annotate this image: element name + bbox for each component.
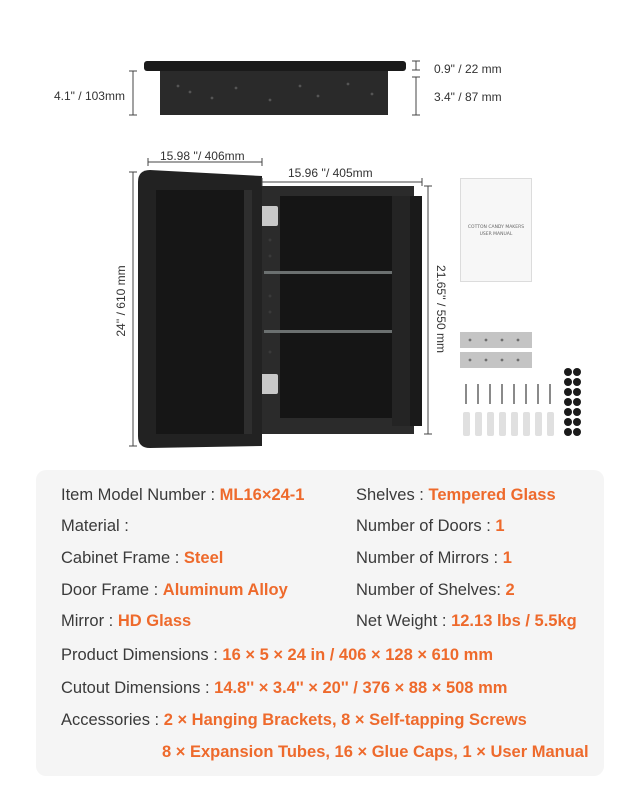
front-view (129, 158, 432, 448)
user-manual-card (460, 178, 532, 282)
spec-product-dim-value: 16 × 5 × 24 in / 406 × 128 × 610 mm (222, 646, 494, 664)
spec-model-label: Item Model Number : (61, 486, 220, 504)
spec-item-accessories (61, 711, 527, 730)
manual-subtitle: USER MANUAL (479, 232, 513, 237)
spec-item-doors (356, 517, 505, 536)
spec-mirror-label: Mirror : (61, 612, 118, 630)
spec-door-frame-value: Aluminum Alloy (162, 581, 288, 599)
spec-mirrors-value: 1 (502, 549, 512, 567)
spec-doors-label: Number of Doors : (356, 517, 496, 535)
spec-item-material (61, 517, 129, 536)
spec-model-value: ML16×24-1 (219, 486, 305, 504)
total-depth-label: 4.1" / 103mm (54, 89, 125, 103)
spec-item-product-dimensions (61, 646, 493, 665)
spec-item-accessories-cont (162, 743, 589, 762)
spec-doors-value: 1 (495, 517, 505, 535)
spec-accessories-label: Accessories : (61, 711, 164, 729)
spec-door-frame-label: Door Frame : (61, 581, 163, 599)
spec-item-weight (356, 612, 577, 631)
spec-cutout-dim-label: Cutout Dimensions : (61, 679, 215, 697)
spec-product-dim-label: Product Dimensions : (61, 646, 223, 664)
cabinet-width-label: 15.96 ''/ 405mm (288, 166, 373, 180)
spec-cabinet-frame-value: Steel (183, 549, 224, 567)
inner-height-label: 21.65'' / 550 mm (434, 265, 448, 353)
spec-shelves-value: Tempered Glass (428, 486, 556, 504)
spec-shelves-label: Shelves : (356, 486, 429, 504)
spec-item-cutout-dimensions (61, 679, 507, 698)
spec-item-mirrors (356, 549, 512, 568)
spec-item-model (61, 486, 304, 505)
spec-mirror-value: HD Glass (117, 612, 192, 630)
spec-num-shelves-label: Number of Shelves: (356, 581, 506, 599)
spec-item-shelves (356, 486, 556, 505)
top-view (129, 61, 420, 115)
accessories-illustration (460, 332, 581, 436)
manual-title: COTTON CANDY MAKERS (467, 225, 525, 230)
spec-item-door-frame (61, 581, 288, 600)
spec-mirrors-label: Number of Mirrors : (356, 549, 503, 567)
recess-depth-label: 3.4" / 87 mm (434, 90, 502, 104)
spec-cutout-dim-value: 14.8'' × 3.4'' × 20'' / 376 × 88 × 508 mm (214, 679, 508, 697)
spec-material-label: Material : (61, 517, 129, 535)
spec-item-mirror (61, 612, 191, 631)
spec-accessories-line1: 2 × Hanging Brackets, 8 × Self-tapping Screws (163, 711, 527, 729)
spec-weight-value: 12.13 lbs / 5.5kg (451, 612, 577, 630)
total-height-label: 24'' / 610 mm (114, 265, 128, 337)
spec-accessories-line2: 8 × Expansion Tubes, 16 × Glue Caps, 1 × User Manual (162, 743, 589, 761)
spec-weight-label: Net Weight : (356, 612, 452, 630)
spec-item-num-shelves (356, 581, 515, 600)
door-width-label: 15.98 ''/ 406mm (160, 149, 245, 163)
spec-num-shelves-value: 2 (505, 581, 515, 599)
lip-thickness-label: 0.9" / 22 mm (434, 62, 502, 76)
spec-item-cabinet-frame (61, 549, 223, 568)
spec-cabinet-frame-label: Cabinet Frame : (61, 549, 184, 567)
